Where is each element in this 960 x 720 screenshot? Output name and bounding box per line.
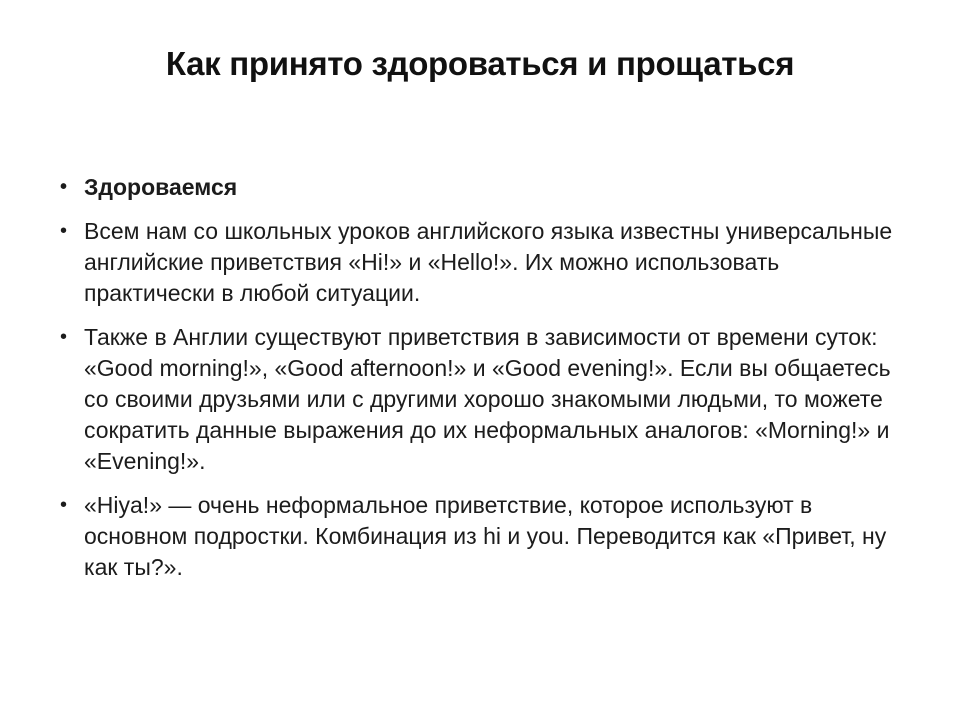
bullet-icon: • bbox=[60, 220, 68, 242]
bullet-text: Всем нам со школьных уроков английского языка известны универсальные английские приветствия «Hi!» и «Hello!». Их можно использовать практически в любой ситуации. bbox=[84, 218, 893, 306]
bullet-item-time-of-day bbox=[56, 322, 906, 477]
bullet-text: Здороваемся bbox=[84, 174, 238, 200]
bullet-icon: • bbox=[60, 176, 68, 198]
bullet-item-hiya bbox=[56, 490, 906, 583]
bullet-item-greeting-heading bbox=[56, 172, 906, 203]
bullet-list bbox=[56, 172, 906, 596]
bullet-text: Также в Англии существуют приветствия в зависимости от времени суток: «Good morning!», «Good afternoon!» и «Good evening!». Если вы общаетесь со своими друзьями или с другими хорошо знакомыми людьми, то можете сократить данные выражения до их неформальных аналогов: «Morning!» и «Evening!». bbox=[84, 324, 891, 474]
bullet-text: «Hiya!» — очень неформальное приветствие, которое используют в основном подростки. Комбинация из hi и you. Переводится как «Привет, ну как ты?». bbox=[84, 492, 887, 580]
bullet-icon: • bbox=[60, 326, 68, 348]
slide-title: Как принято здороваться и прощаться bbox=[165, 45, 795, 82]
bullet-icon: • bbox=[60, 494, 68, 516]
bullet-item-hi-hello bbox=[56, 216, 906, 309]
